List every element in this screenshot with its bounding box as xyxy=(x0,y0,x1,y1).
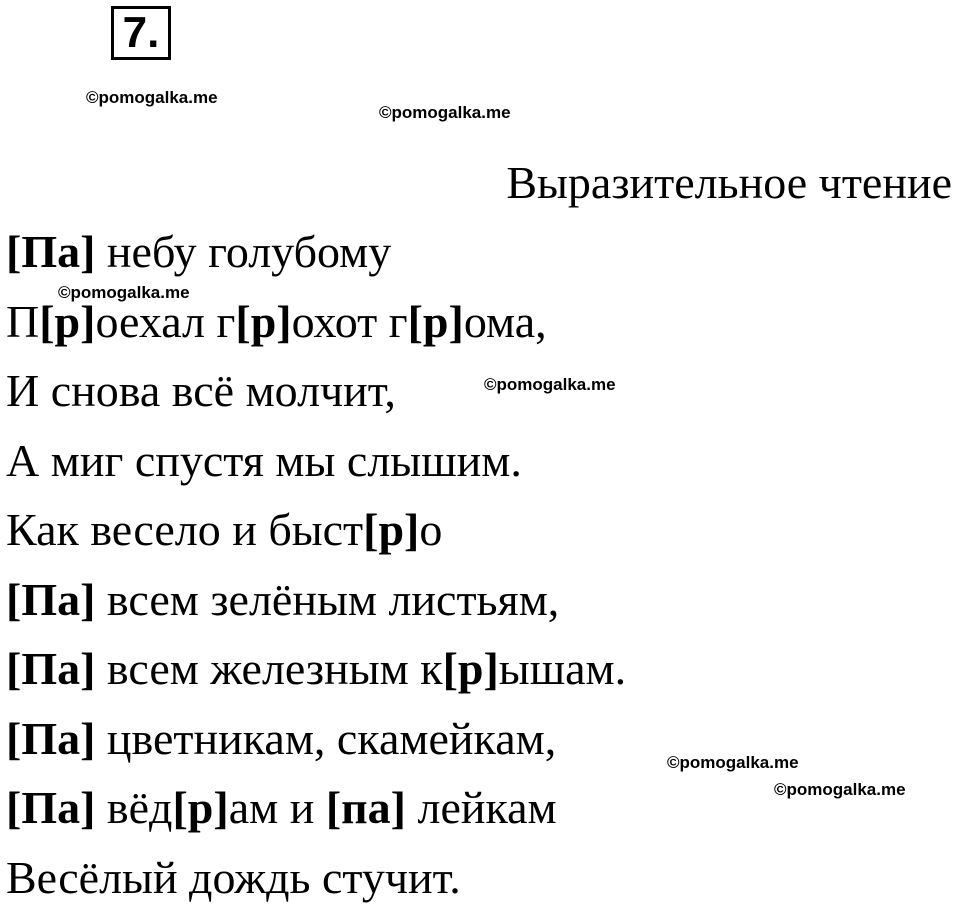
transcription-bracket: [Па] xyxy=(6,573,96,625)
poem-text: И снова всё молчит, xyxy=(6,365,396,416)
transcription-bracket: [Па] xyxy=(6,782,96,833)
poem-text: всем железным к xyxy=(95,643,443,694)
poem-line xyxy=(6,637,626,707)
watermark: ©pomogalka.me xyxy=(774,780,906,799)
watermark: ©pomogalka.me xyxy=(58,283,190,302)
poem-line xyxy=(6,568,626,638)
poem-text: вёд xyxy=(95,782,173,833)
poem-text: Весёлый дождь стучит. xyxy=(6,851,461,903)
poem-text: оехал г xyxy=(95,295,236,347)
poem-text: лейкам xyxy=(406,782,557,833)
transcription-bracket: [р] xyxy=(407,295,464,347)
poem-line xyxy=(6,846,626,916)
poem-text: небу голубому xyxy=(95,226,392,277)
poem-line xyxy=(6,290,626,360)
transcription-bracket: [Па] xyxy=(6,226,96,277)
poem-text: ома, xyxy=(463,295,547,347)
transcription-bracket: [па] xyxy=(325,782,406,833)
poem-line xyxy=(6,707,626,777)
poem-text: о xyxy=(419,504,443,555)
watermark: ©pomogalka.me xyxy=(379,103,511,122)
watermark: ©pomogalka.me xyxy=(86,88,218,107)
poem-text: всем зелёным листьям, xyxy=(95,573,560,625)
watermark: ©pomogalka.me xyxy=(667,753,799,772)
exercise-number: 7. xyxy=(111,6,171,60)
poem-line xyxy=(6,498,626,568)
poem-text: ам и xyxy=(228,782,326,833)
poem-text: А миг спустя мы слышим. xyxy=(6,434,522,486)
poem-line xyxy=(6,776,626,846)
poem-line xyxy=(6,220,626,290)
poem-line xyxy=(6,429,626,499)
transcription-bracket: [Па] xyxy=(6,712,96,764)
transcription-bracket: [р] xyxy=(442,643,499,694)
transcription-bracket: [р] xyxy=(39,295,96,347)
subtitle: Выразительное чтение xyxy=(506,157,952,208)
poem-text: П xyxy=(6,295,40,347)
watermark: ©pomogalka.me xyxy=(484,375,616,394)
transcription-bracket: [р] xyxy=(172,782,229,833)
transcription-bracket: [р] xyxy=(363,504,420,555)
transcription-bracket: [р] xyxy=(235,295,292,347)
poem-text: ышам. xyxy=(498,643,627,694)
poem-text: цветникам, скамейкам, xyxy=(95,712,557,764)
poem-line xyxy=(6,359,626,429)
poem-text: охот г xyxy=(291,295,408,347)
poem-text: Как весело и быст xyxy=(6,504,364,555)
transcription-bracket: [Па] xyxy=(6,643,96,694)
poem xyxy=(6,220,626,915)
